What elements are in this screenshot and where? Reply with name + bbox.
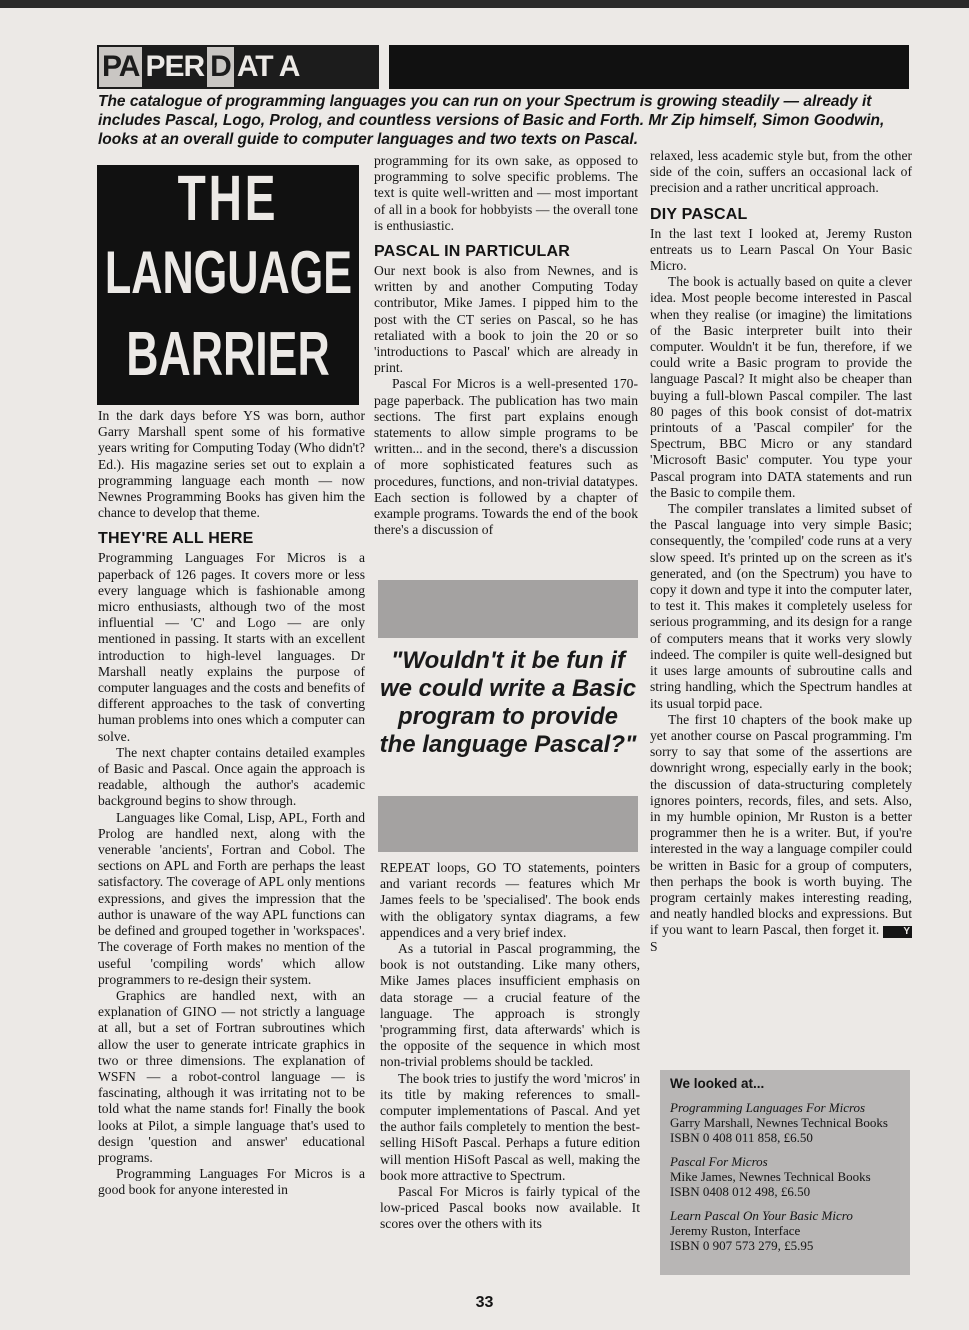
ys-end-mark: Y xyxy=(883,926,912,938)
pullquote: "Wouldn't it be fun if we could write a Basic program to provide the language Pascal?" xyxy=(379,647,637,758)
paragraph: relaxed, less academic style but, from the other side of the coin, suffers an occasional lack of precision and a rather uncritical approach. xyxy=(650,148,912,196)
book-author: Garry Marshall, Newnes Technical Books xyxy=(670,1115,888,1130)
book-title: Learn Pascal On Your Basic Micro xyxy=(670,1208,853,1223)
section-heading: DIY PASCAL xyxy=(650,205,748,223)
paragraph: As a tutorial in Pascal programming, the book is not outstanding. Like many others, Mike James places insufficient emphasis on data storage — a crucial feature of the language. The approach is strongly 'programming first, data afterwards' which is the opposite of the sequence in which most non-trivial problems should be tackled. xyxy=(380,941,640,1070)
paragraph: Programming Languages For Micros is a paperback of 126 pages. It covers more or less every language which is fashionable among micro enthusiasts, although two of the most influential — 'C' and Logo — are only mentioned in passing. It starts with an excellent introduction to high-level languages. Dr Marshall neatly explains the purpose of computer languages and the costs and benefits of different approaches to the task of converting human problems into ones which a computer can solve. xyxy=(98,550,365,744)
column-3 xyxy=(650,148,912,1060)
paper-data-logo xyxy=(97,45,379,89)
top-edge-bar xyxy=(0,0,969,8)
pullquote-top-panel xyxy=(378,580,638,638)
box-title: We looked at... xyxy=(670,1076,765,1091)
column-2-top xyxy=(374,153,638,578)
logo-part: AT A xyxy=(234,47,303,87)
book-author: Jeremy Ruston, Interface xyxy=(670,1223,801,1238)
headline-block xyxy=(97,162,359,405)
paragraph: The compiler translates a limited subset of the Pascal language into very simple Basic; consequently, the 'compiled' code runs at a very slow speed. It's printed up on the screen as it's generated, and (on the Spectrum) you have to copy it down and type it into the computer later, to test it. This makes it completely useless for serious programming, and its design for a range of computers means that it works very slowly indeed. The compiler is quite well-designed but it uses large amounts of subroutine calls and string handling, which the Spectrum handles at its usual torpid pace. xyxy=(650,501,912,711)
pullquote-bottom-panel xyxy=(378,796,638,852)
paragraph: Graphics are handled next, with an explanation of GINO — not strictly a language at all, but a set of Fortran subroutines which allow the user to generate intricate graphics in two or three dimensions. The explanation of WSFN — a robot-control language — is fascinating, although it was irritating not to be told what the name stands for! Finally the book looks at Pilot, a simple language that's used to design 'question and answer' educational programs. xyxy=(98,987,365,1165)
masthead xyxy=(97,45,909,89)
section-heading: THEY'RE ALL HERE xyxy=(98,530,254,548)
paragraph: Languages like Comal, Lisp, APL, Forth and Prolog are handled next, along with the venerable 'ancients', Fortran and Cobol. The sections on APL and Forth are perhaps the least satisfactory. The coverage of APL only mentions expressions, and gives the impression that the author is unaware of the way APL functions can be defined and grouped together in 'workspaces'. The coverage of Forth makes no mention of the useful 'compiling words' which allow programmers to re-design their system. xyxy=(98,809,365,987)
logo-part: PA xyxy=(99,47,142,87)
book-isbn: ISBN 0 907 573 279, £5.95 xyxy=(670,1238,814,1253)
headline-line: BARRIER xyxy=(126,320,330,389)
book-title: Pascal For Micros xyxy=(670,1154,768,1169)
standfirst: The catalogue of programming languages you can run on your Spectrum is growing steadily — already it includes Pascal, Logo, Prolog, and countless versions of Basic and Forth. Mr Zip himself, Simon Goodwin, looks at an overall guide to computer languages and two texts on Pascal. xyxy=(98,93,885,148)
book-isbn: ISBN 0 408 011 858, £6.50 xyxy=(670,1130,813,1145)
paragraph: The book tries to justify the word 'micros' in its title by making references to small-computer implementations of Pascal. And yet the author fails completely to mention the best-selling HiSoft Pascal. Perhaps a future edition will mention HiSoft Pascal as well, making the book more attractive to Spectrum. xyxy=(380,1070,640,1183)
paragraph: programming for its own sake, as opposed to programming to solve specific problems. The text is quite well-written and — most important of all in a book for hobbyists — the overall tone is enthusiastic. xyxy=(374,153,638,233)
book-entry xyxy=(670,1100,900,1145)
book-isbn: ISBN 0408 012 498, £6.50 xyxy=(670,1184,811,1199)
book-entry xyxy=(670,1208,900,1253)
paragraph xyxy=(650,712,912,955)
column-1 xyxy=(98,408,365,1288)
we-looked-at-box xyxy=(660,1070,910,1275)
masthead-black-bar xyxy=(389,45,909,89)
headline-line: THE xyxy=(177,162,279,234)
section-heading: PASCAL IN PARTICULAR xyxy=(374,243,570,261)
paragraph-text: The first 10 chapters of the book make up yet another course on Pascal programming. I'm sorry to say that some of the assertions are downright wrong, especially early in the book; the discussion of data-structuring completely ignores pointers, records, files, and sets. Also, in my humble opinion, Mr Ruston is a better programmer then he is a writer. But, if you're interested in the way a language compiler could be written in Basic for a group of computers, then perhaps the book is worth buying. The program certainly makes interesting reading, and neatly handled blocks and expressions. But if you want to learn Pascal, then forget it. xyxy=(650,711,912,938)
logo-part: PER xyxy=(142,47,207,87)
paragraph: The book is actually based on quite a clever idea. Most people become interested in Pascal when they realise (or imagine) the limitations of the Basic interpreter built into their computer. Wouldn't it be fun, therefore, if we could write a Basic program to provide the language Pascal? It might also be cheaper than buying a full-blown Pascal compiler. The last 80 pages of this book consist of dot-matrix printouts of a 'Pascal compiler' for the Spectrum, BBC Micro or any standard 'Microsoft Basic' computer. You type your Pascal program into DATA statements and run the Basic to compile them. xyxy=(650,274,912,500)
headline-line: LANGUAGE xyxy=(104,239,353,306)
paragraph: Pascal For Micros is a well-presented 170-page paperback. The publication has two main sections. The first part explains enough statements to allow simple programs to be written... and in the second, there's a discussion of more sophisticated features such as procedures, functions, and non-trivial datatypes. Each section is followed by a chapter of example programs. Towards the end of the book there's a discussion of xyxy=(374,376,638,538)
ys-end-mark-s: S xyxy=(650,938,658,954)
page-number: 33 xyxy=(475,1294,494,1311)
paragraph: In the last text I looked at, Jeremy Ruston entreats us to Learn Pascal On Your Basic Micro. xyxy=(650,225,912,274)
logo-part: D xyxy=(207,47,234,87)
paragraph: REPEAT loops, GO TO statements, pointers and variant records — features which Mr James feels to be 'specialised'. The book ends with the obligatory syntax diagrams, a few appendices and a very brief index. xyxy=(380,860,640,940)
book-title: Programming Languages For Micros xyxy=(670,1100,866,1115)
paragraph: In the dark days before YS was born, author Garry Marshall spent some of his formative years writing for Computing Today (Who didn't? Ed.). His magazine series set out to explain a programming language each month — now Newnes Programming Books has given him the chance to develop that theme. xyxy=(98,408,365,521)
paragraph: Our next book is also from Newnes, and is written by and another Computing Today contributor, Mike James. I pipped him to the post with the CT series on Pascal, so he has retaliated with a book to join the 20 or so 'introductions to Pascal' which are already in print. xyxy=(374,263,638,376)
paragraph: Pascal For Micros is fairly typical of the low-priced Pascal books now available. It scores over the others with its xyxy=(380,1184,640,1232)
book-author: Mike James, Newnes Technical Books xyxy=(670,1169,871,1184)
column-2-bottom xyxy=(380,860,640,1290)
paragraph: Programming Languages For Micros is a good book for anyone interested in xyxy=(98,1166,365,1198)
book-entry xyxy=(670,1154,900,1199)
paragraph: The next chapter contains detailed examples of Basic and Pascal. Once again the approach is readable, although the author's academic background begins to show through. xyxy=(98,744,365,809)
